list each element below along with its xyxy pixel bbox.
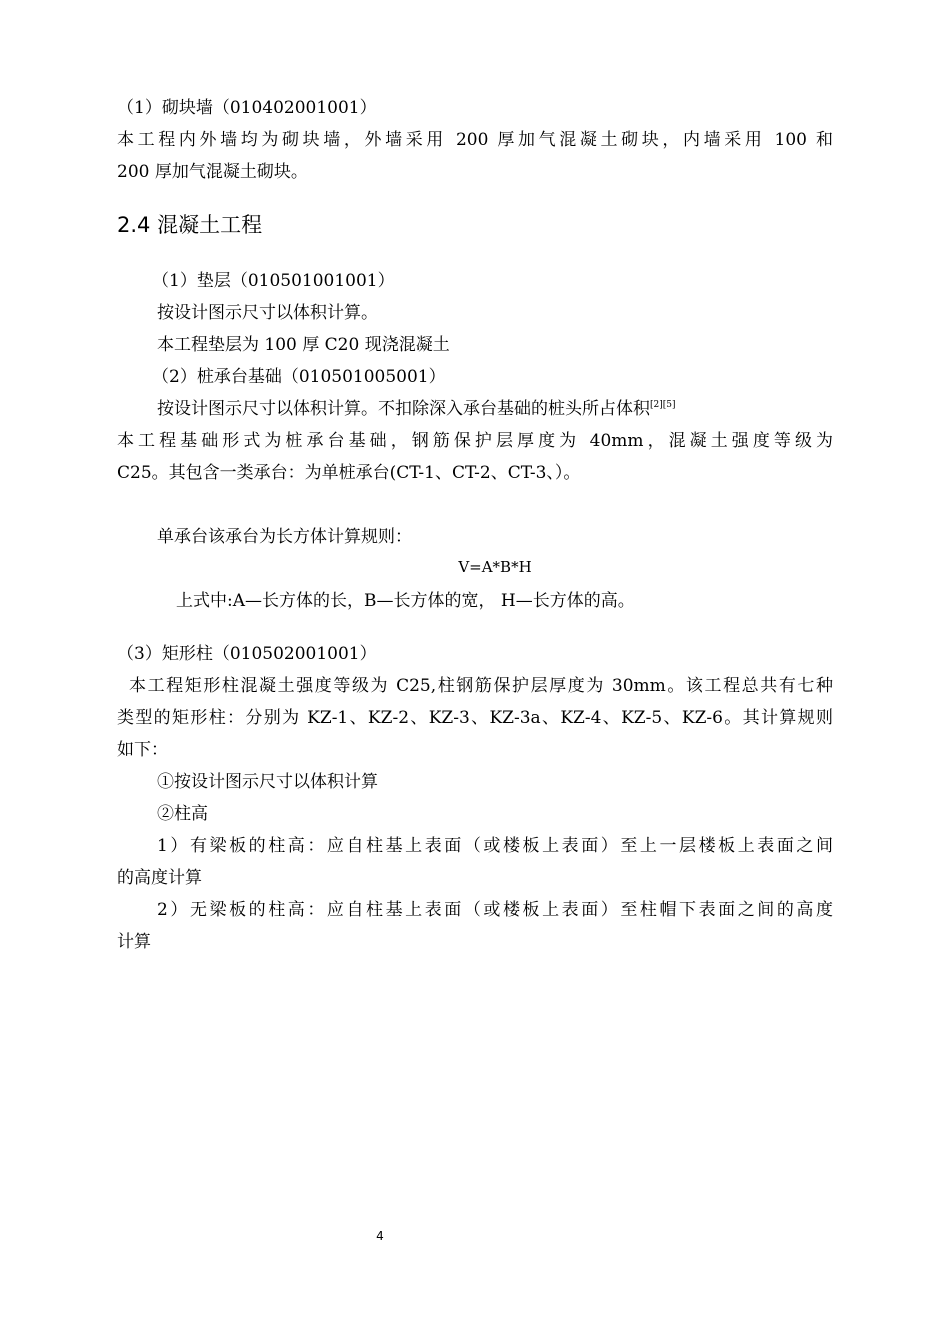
paragraph-line <box>157 397 676 421</box>
paragraph-line: 如下： <box>117 740 168 760</box>
list-item: ①按设计图示尺寸以体积计算 <box>157 772 378 792</box>
paragraph-line: 200 厚加气混凝土砌块。 <box>117 162 308 182</box>
formula-note: 上式中:A—长方体的长，B—长方体的宽， H—长方体的高。 <box>176 591 635 611</box>
section-title-cushion: （1）垫层（010501001001） <box>152 271 395 291</box>
paragraph-line: 本工程内外墙均为砌块墙，外墙采用 200 厚加气混凝土砌块，内墙采用 100 和 <box>117 130 833 150</box>
paragraph-line: 类型的矩形柱：分别为 KZ-1、KZ-2、KZ-3、KZ-3a、KZ-4、KZ-5、KZ-6。其计算规则 <box>117 708 833 728</box>
formula: V=A*B*H <box>458 558 532 576</box>
paragraph-line: 计算 <box>117 932 151 952</box>
section-heading: 2.4 混凝土工程 <box>117 213 263 237</box>
list-item: ②柱高 <box>157 804 208 824</box>
list-item: 1）有梁板的柱高：应自柱基上表面（或楼板上表面）至上一层楼板上表面之间 <box>157 836 833 856</box>
citation-ref: [2][5] <box>650 400 676 410</box>
section-title-pile-cap: （2）桩承台基础（010501005001） <box>152 367 446 387</box>
rule-text: 按设计图示尺寸以体积计算。不扣除深入承台基础的桩头所占体积 <box>157 399 650 419</box>
paragraph-line: 本工程基础形式为桩承台基础，钢筋保护层厚度为 40mm，混凝土强度等级为 <box>117 431 833 451</box>
page-number: 4 <box>376 1229 384 1243</box>
section-title-block-wall: （1）砌块墙（010402001001） <box>117 98 377 118</box>
paragraph-line: 单承台该承台为长方体计算规则： <box>157 527 412 547</box>
paragraph-line: 本工程矩形柱混凝土强度等级为 C25,柱钢筋保护层厚度为 30mm。该工程总共有七种 <box>129 676 833 696</box>
section-title-rect-column: （3）矩形柱（010502001001） <box>117 644 377 664</box>
paragraph-line: C25。其包含一类承台：为单桩承台(CT-1、CT-2、CT-3、）。 <box>117 463 581 483</box>
paragraph-line: 本工程垫层为 100 厚 C20 现浇混凝土 <box>157 335 450 355</box>
list-item: 2）无梁板的柱高：应自柱基上表面（或楼板上表面）至柱帽下表面之间的高度 <box>157 900 833 920</box>
paragraph-line: 的高度计算 <box>117 868 202 888</box>
paragraph-line: 按设计图示尺寸以体积计算。 <box>157 303 378 323</box>
